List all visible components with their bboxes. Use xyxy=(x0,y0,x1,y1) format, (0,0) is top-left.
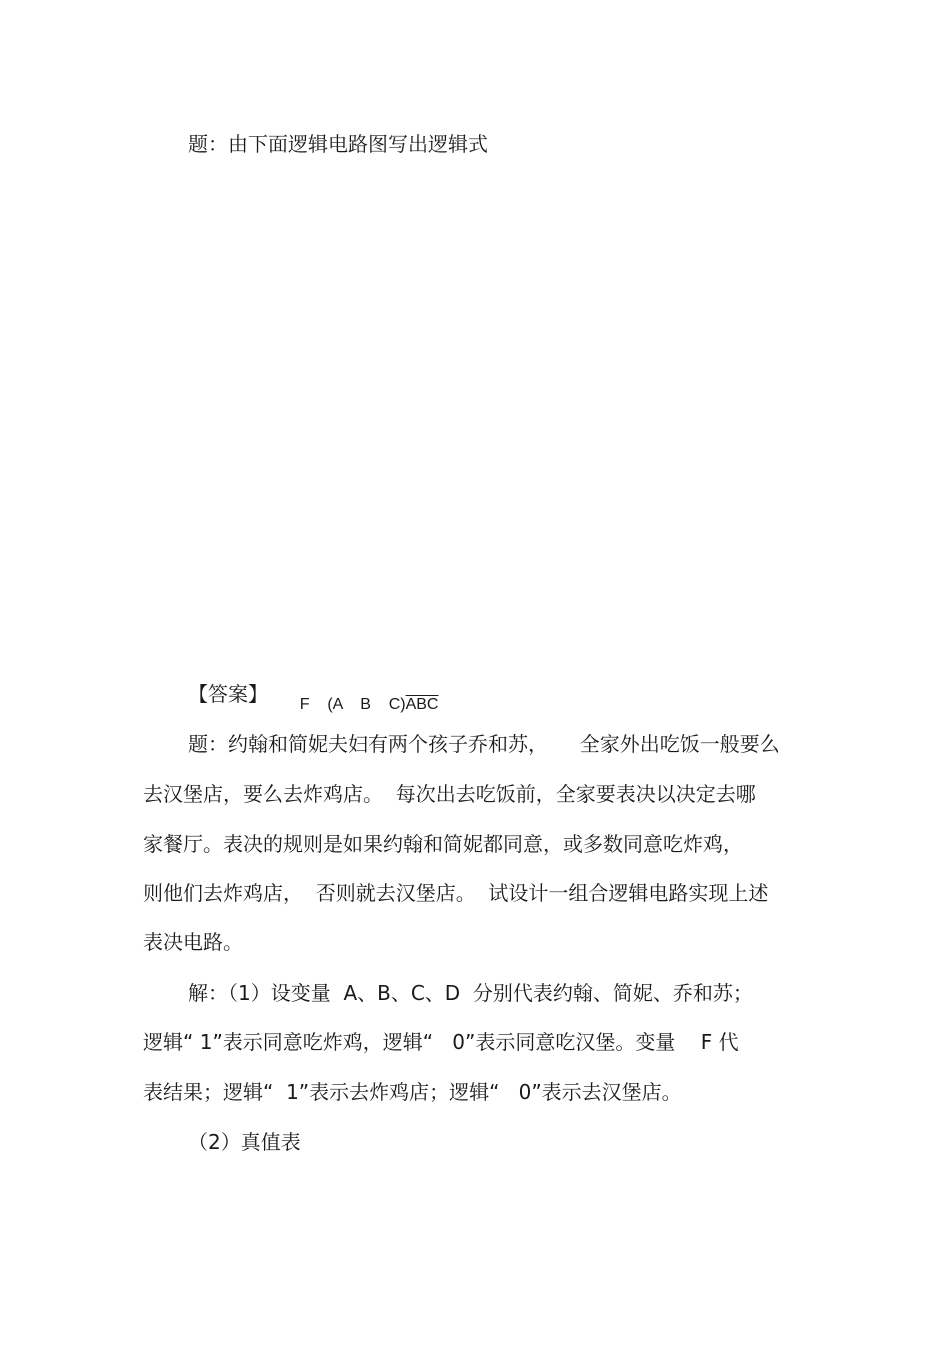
solution-line: 逻辑“ 1”表示同意吃炸鸡，逻辑“ 0”表示同意吃汉堡。变量 F 代 xyxy=(143,1030,739,1054)
question-2-line: 家餐厅。表决的规则是如果约翰和简妮都同意，或多数同意吃炸鸡， xyxy=(143,832,743,856)
truth-table-heading: （2）真值表 xyxy=(188,1130,301,1154)
question-2-line: 题：约翰和简妮夫妇有两个孩子乔和苏， 全家外出吃饭一般要么 xyxy=(188,732,780,756)
solution-line: 表结果；逻辑“ 1”表示去炸鸡店；逻辑“ 0”表示去汉堡店。 xyxy=(143,1080,682,1104)
question-2-line: 则他们去炸鸡店， 否则就去汉堡店。 试设计一组合逻辑电路实现上述 xyxy=(143,881,769,905)
answer-label: 【答案】 xyxy=(188,682,268,706)
answer-formula xyxy=(282,675,438,735)
formula-prefix: F (A B C) xyxy=(299,696,406,713)
solution-line: 解：（1）设变量 A、B、C、D 分别代表约翰、简妮、乔和苏； xyxy=(188,981,753,1005)
formula-overlined: $\overline{ABC}$ xyxy=(405,696,439,713)
question-2-line: 去汉堡店，要么去炸鸡店。 每次出去吃饭前，全家要表决以决定去哪 xyxy=(143,782,756,806)
question-1-text: 题：由下面逻辑电路图写出逻辑式 xyxy=(188,132,488,156)
question-2-line: 表决电路。 xyxy=(143,930,243,954)
